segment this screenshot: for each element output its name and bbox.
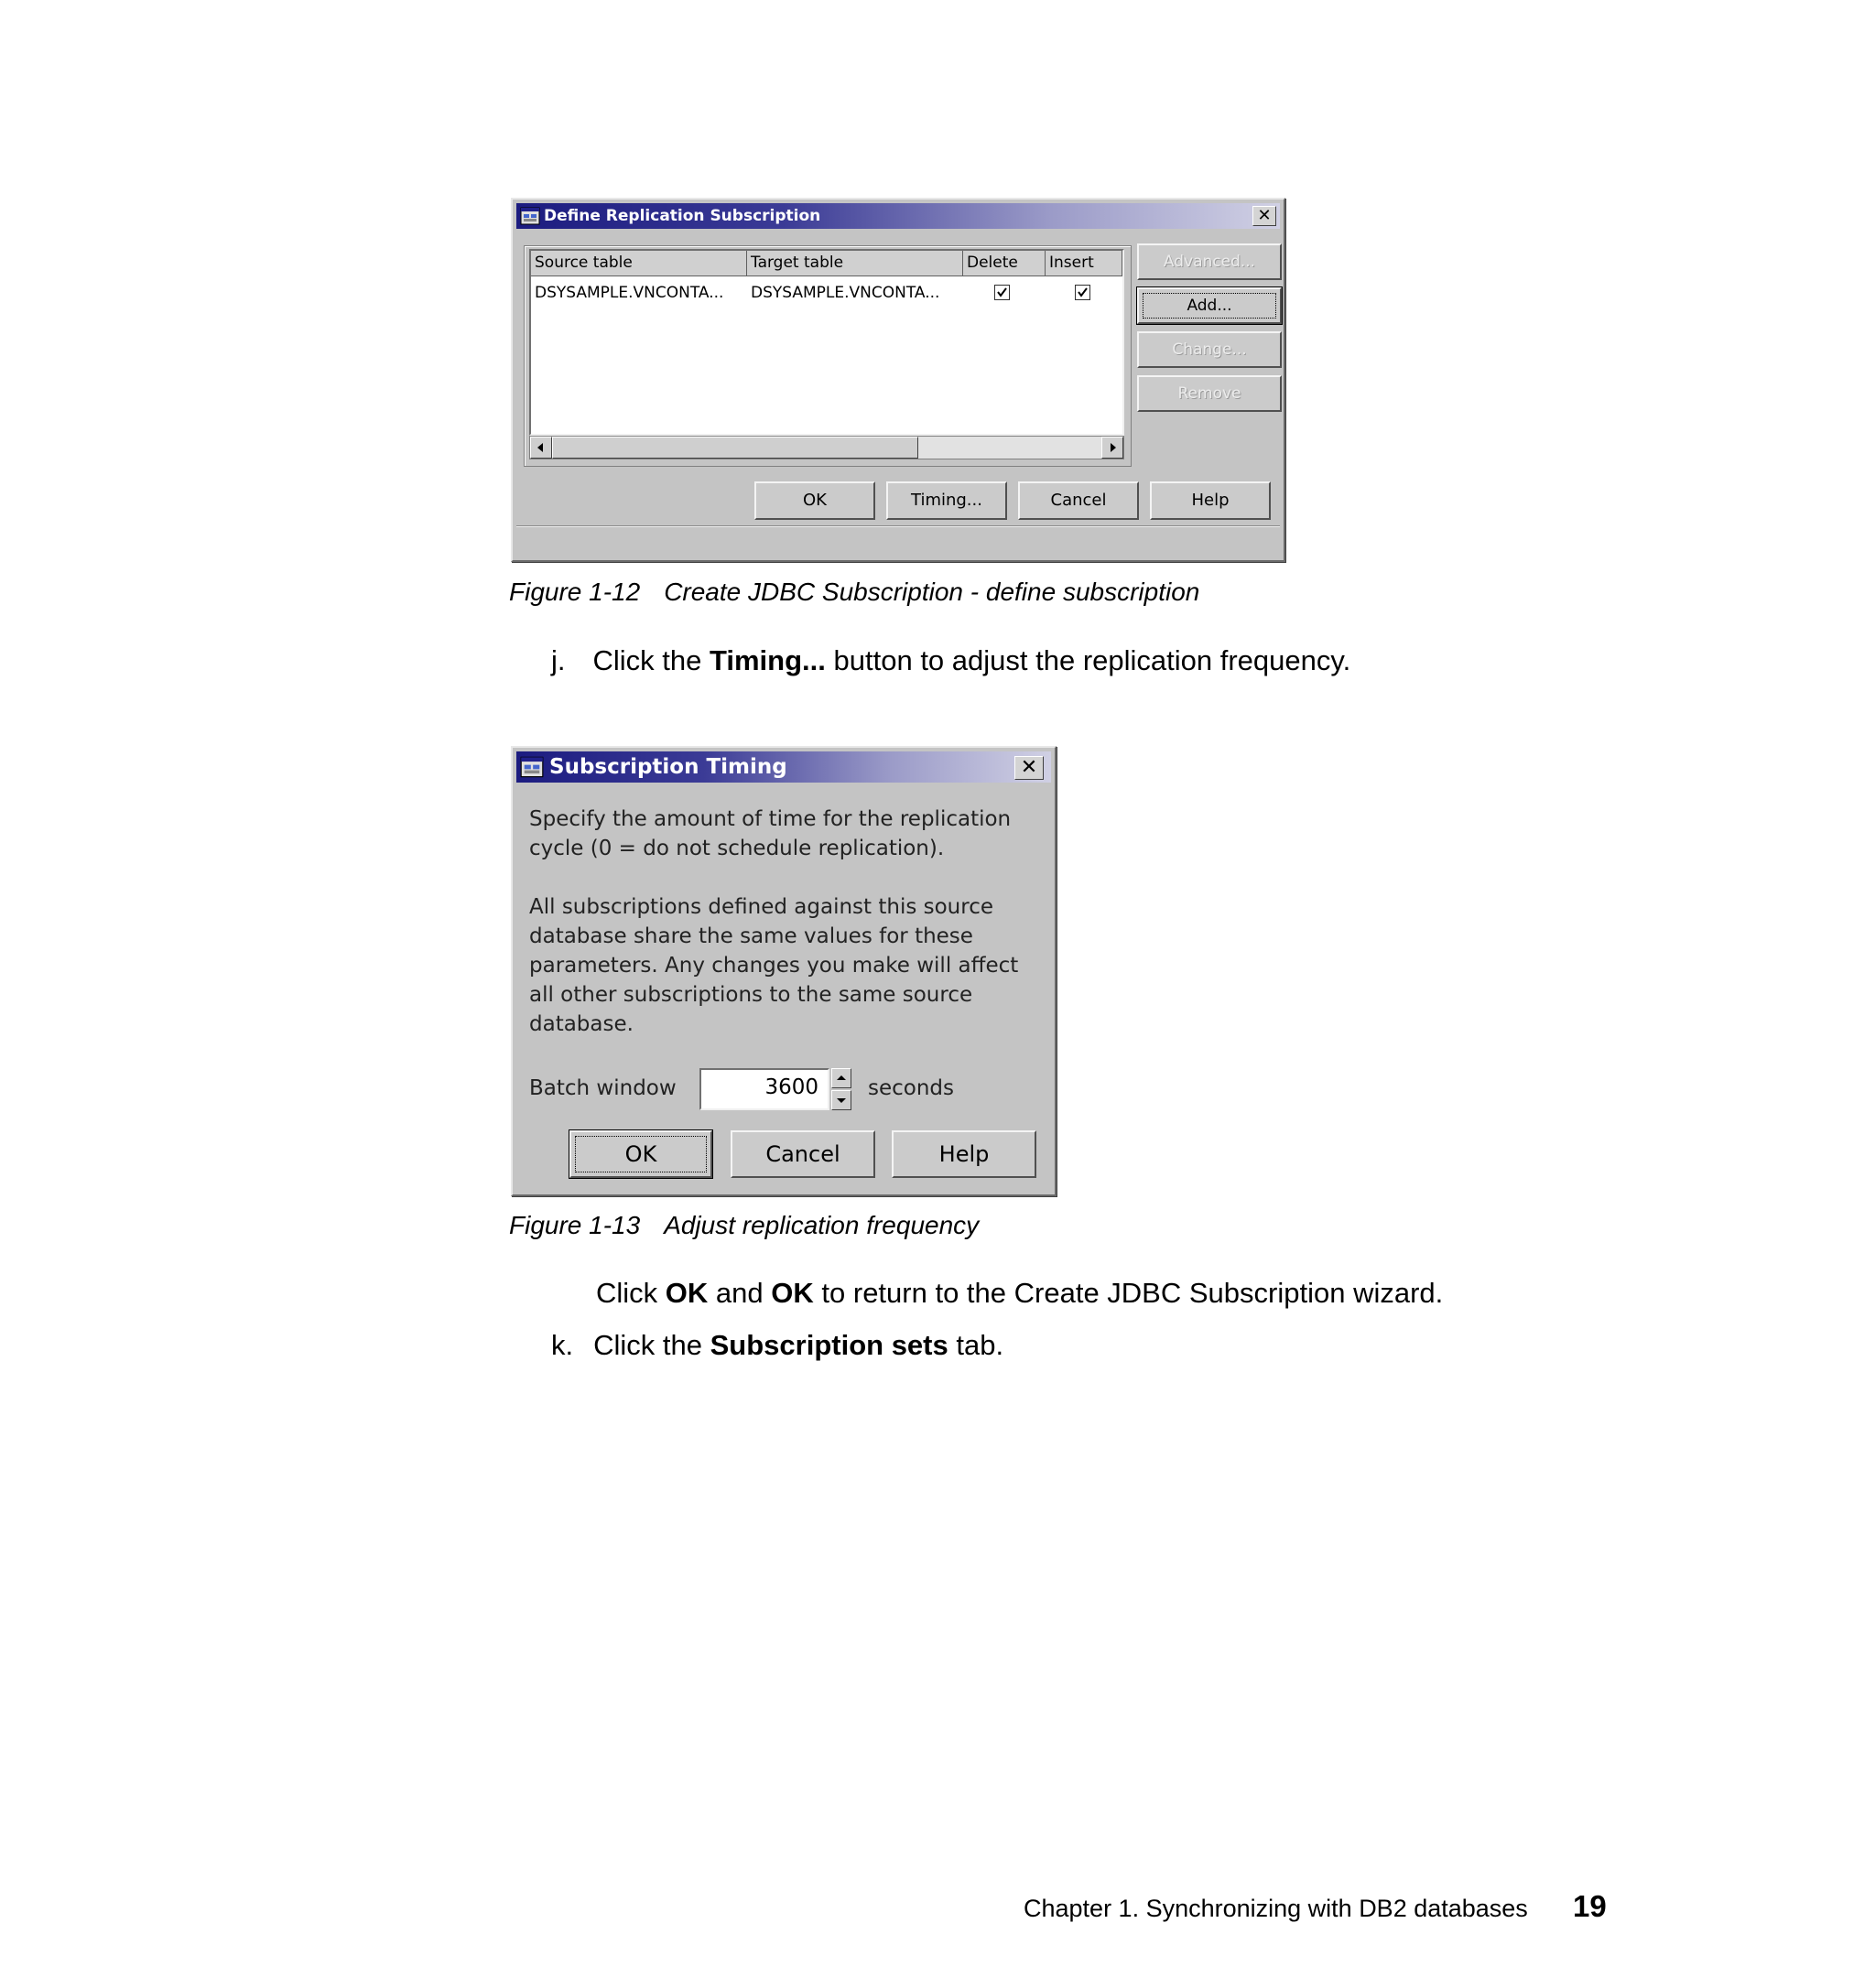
arrow-left-icon xyxy=(531,438,551,458)
remove-button[interactable]: Remove xyxy=(1137,375,1282,412)
figure-number: Figure 1-12 xyxy=(509,578,641,606)
subscription-table[interactable] xyxy=(529,249,1124,436)
figure-1-12-caption xyxy=(509,578,1199,607)
batch-window-label: Batch window xyxy=(529,1076,677,1100)
page-number: 19 xyxy=(1573,1889,1607,1923)
scroll-left-button[interactable] xyxy=(530,437,552,459)
close-icon[interactable]: ✕ xyxy=(1252,206,1276,226)
figure-number: Figure 1-13 xyxy=(509,1211,641,1239)
delete-checkbox[interactable] xyxy=(994,285,1010,300)
step-marker: k. xyxy=(551,1329,574,1361)
change-button[interactable]: Change... xyxy=(1137,331,1282,368)
insert-checkbox[interactable] xyxy=(1075,285,1090,300)
app-window-icon xyxy=(520,755,544,779)
para-bold: OK xyxy=(771,1277,814,1309)
para-text: and xyxy=(715,1277,764,1309)
spin-up-button[interactable] xyxy=(831,1068,851,1088)
column-header-target[interactable]: Target table xyxy=(747,251,963,276)
scroll-thumb[interactable] xyxy=(552,437,918,459)
timing-button[interactable]: Timing... xyxy=(886,481,1007,520)
table-row[interactable] xyxy=(531,278,1122,306)
status-bar-divider xyxy=(516,525,1280,527)
arrow-right-icon xyxy=(1102,438,1122,458)
desc-line: all other subscriptions to the same source xyxy=(529,983,973,1007)
column-header-delete[interactable]: Delete xyxy=(963,251,1046,276)
add-button[interactable] xyxy=(1137,287,1282,324)
horizontal-scrollbar[interactable] xyxy=(529,436,1124,459)
cancel-button[interactable]: Cancel xyxy=(1018,481,1139,520)
arrow-up-icon xyxy=(832,1069,851,1087)
step-k xyxy=(551,1329,1003,1362)
figure-title: Adjust replication frequency xyxy=(664,1211,980,1239)
timing-cancel-button[interactable]: Cancel xyxy=(731,1130,875,1178)
step-text: Click the xyxy=(593,1329,702,1361)
timing-description-2 xyxy=(529,892,1018,1039)
step-bold: Timing... xyxy=(710,644,826,676)
para-text: Click xyxy=(596,1277,658,1309)
desc-line: Specify the amount of time for the replication xyxy=(529,807,1012,831)
dialog-title: Subscription Timing xyxy=(549,755,787,779)
subscription-timing-dialog xyxy=(511,746,1057,1196)
timing-ok-button[interactable] xyxy=(569,1130,712,1178)
desc-line: All subscriptions defined against this source xyxy=(529,895,994,919)
advanced-button[interactable]: Advanced... xyxy=(1137,243,1282,280)
focus-rectangle xyxy=(575,1136,707,1172)
desc-line: database. xyxy=(529,1012,634,1036)
para-bold: OK xyxy=(665,1277,709,1309)
dialog-title: Define Replication Subscription xyxy=(544,207,821,225)
batch-window-input[interactable] xyxy=(699,1068,829,1110)
batch-window-spinner[interactable] xyxy=(831,1068,851,1110)
ok-button[interactable]: OK xyxy=(754,481,875,520)
define-replication-dialog xyxy=(511,198,1285,562)
arrow-down-icon xyxy=(832,1091,851,1109)
figure-title: Create JDBC Subscription - define subscription xyxy=(664,578,1200,606)
checkmark-icon xyxy=(996,286,1008,298)
step-j xyxy=(551,644,1350,677)
close-icon[interactable]: ✕ xyxy=(1014,756,1044,780)
step-marker: j. xyxy=(551,644,566,676)
subscription-timing-titlebar[interactable] xyxy=(516,751,1051,783)
desc-line: parameters. Any changes you make will affect xyxy=(529,954,1019,978)
ok-label: OK xyxy=(624,1141,657,1167)
para-text: to return to the Create JDBC Subscription wizard. xyxy=(821,1277,1444,1309)
checkmark-icon xyxy=(1077,286,1089,298)
timing-description-1 xyxy=(529,805,1011,863)
step-text: button to adjust the replication frequency. xyxy=(833,644,1351,676)
step-text: Click the xyxy=(592,644,702,676)
help-button[interactable]: Help xyxy=(1150,481,1271,520)
return-instruction xyxy=(596,1277,1443,1310)
desc-line: cycle (0 = do not schedule replication). xyxy=(529,837,945,860)
desc-line: database share the same values for these xyxy=(529,924,973,948)
spin-down-button[interactable] xyxy=(831,1090,851,1110)
app-window-icon xyxy=(520,206,540,226)
batch-window-value: 3600 xyxy=(764,1075,818,1099)
focus-rectangle xyxy=(1143,293,1276,319)
cell-source-table: DSYSAMPLE.VNCONTA... xyxy=(535,284,724,302)
step-text: tab. xyxy=(956,1329,1004,1361)
step-bold: Subscription sets xyxy=(710,1329,948,1361)
column-header-source[interactable]: Source table xyxy=(531,251,747,276)
page-footer-chapter: Chapter 1. Synchronizing with DB2 databases xyxy=(1024,1895,1528,1922)
define-replication-titlebar[interactable] xyxy=(516,203,1280,229)
add-button-label: Add... xyxy=(1187,297,1232,315)
figure-1-13-caption xyxy=(509,1211,979,1240)
cell-target-table: DSYSAMPLE.VNCONTA... xyxy=(751,284,940,302)
timing-help-button[interactable]: Help xyxy=(892,1130,1036,1178)
scroll-right-button[interactable] xyxy=(1101,437,1123,459)
batch-window-unit: seconds xyxy=(868,1076,955,1100)
column-header-insert[interactable]: Insert xyxy=(1046,251,1122,276)
